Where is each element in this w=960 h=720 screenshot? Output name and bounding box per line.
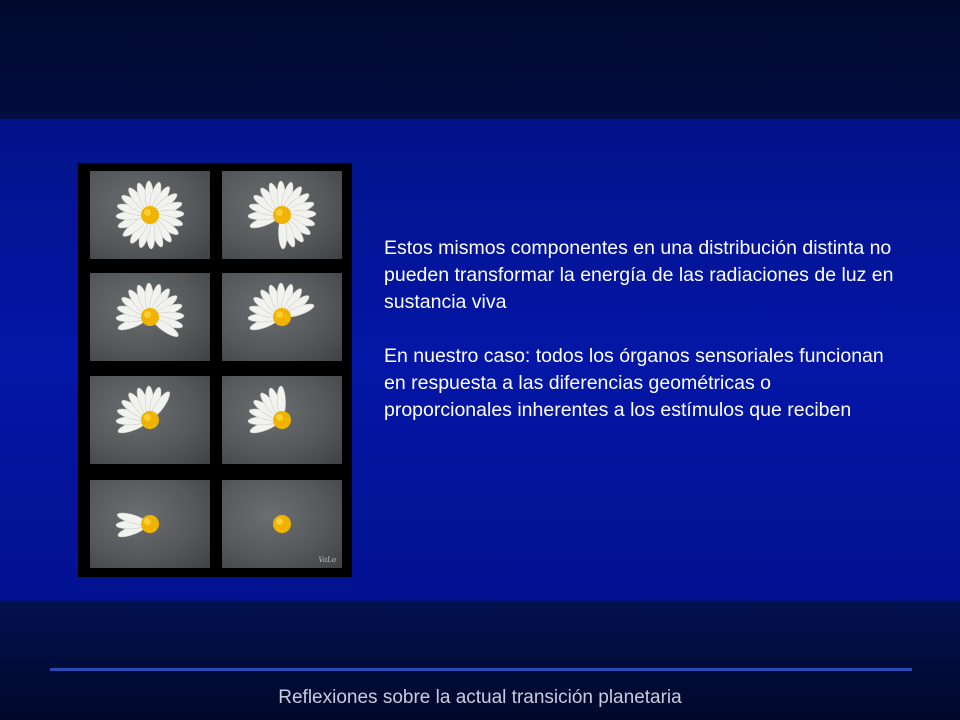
daisy-4-image <box>222 273 342 361</box>
daisy-center <box>141 515 159 533</box>
photo-signature: VaLo <box>318 556 336 564</box>
daisy-8 <box>273 515 291 533</box>
daisy-photo-8 <box>222 480 342 568</box>
daisy-1 <box>116 181 184 249</box>
daisy-2 <box>248 181 316 249</box>
daisy-3-image <box>90 273 210 361</box>
daisy-4 <box>248 283 316 333</box>
daisy-photo-4 <box>222 273 342 361</box>
daisy-photo-6 <box>222 376 342 464</box>
daisy-center <box>273 515 291 533</box>
daisy-2-image <box>222 171 342 259</box>
daisy-center <box>141 206 159 224</box>
daisy-7-image <box>90 480 210 568</box>
daisy-center <box>273 308 291 326</box>
footer-divider <box>50 668 912 671</box>
body-paragraph-1: Estos mismos componentes en una distribución distinta no pueden transformar la energía de las radiaciones de luz en sustancia viva <box>384 237 894 313</box>
daisy-5-image <box>90 376 210 464</box>
daisy-5 <box>116 386 173 436</box>
daisy-center-highlight <box>144 311 151 318</box>
daisy-center <box>141 308 159 326</box>
daisy-center-highlight <box>144 209 151 216</box>
daisy-center <box>273 411 291 429</box>
daisy-center <box>273 206 291 224</box>
daisy-center-highlight <box>276 209 283 216</box>
daisy-3 <box>116 283 184 340</box>
daisy-center-highlight <box>276 518 283 525</box>
footer-title: Reflexiones sobre la actual transición planetaria <box>278 687 682 708</box>
daisy-photo-3 <box>90 273 210 361</box>
daisy-1-image <box>90 171 210 259</box>
daisy-8-image <box>222 480 342 568</box>
body-paragraph-2: En nuestro caso: todos los órganos sensoriales funcionan en respuesta a las diferencias geométricas o proporcionales inherentes a los estímulos que reciben <box>384 345 884 421</box>
daisy-center <box>141 411 159 429</box>
daisy-center-highlight <box>276 311 283 318</box>
daisy-6-image <box>222 376 342 464</box>
daisy-photo-7 <box>90 480 210 568</box>
daisy-photo-1 <box>90 171 210 259</box>
daisy-center-highlight <box>144 414 151 421</box>
daisy-6 <box>248 386 291 436</box>
daisy-7 <box>116 511 159 540</box>
daisy-photo-grid <box>78 163 352 577</box>
daisy-center-highlight <box>144 518 151 525</box>
slide-body-text <box>384 235 904 424</box>
daisy-center-highlight <box>276 414 283 421</box>
daisy-photo-2 <box>222 171 342 259</box>
daisy-photo-5 <box>90 376 210 464</box>
